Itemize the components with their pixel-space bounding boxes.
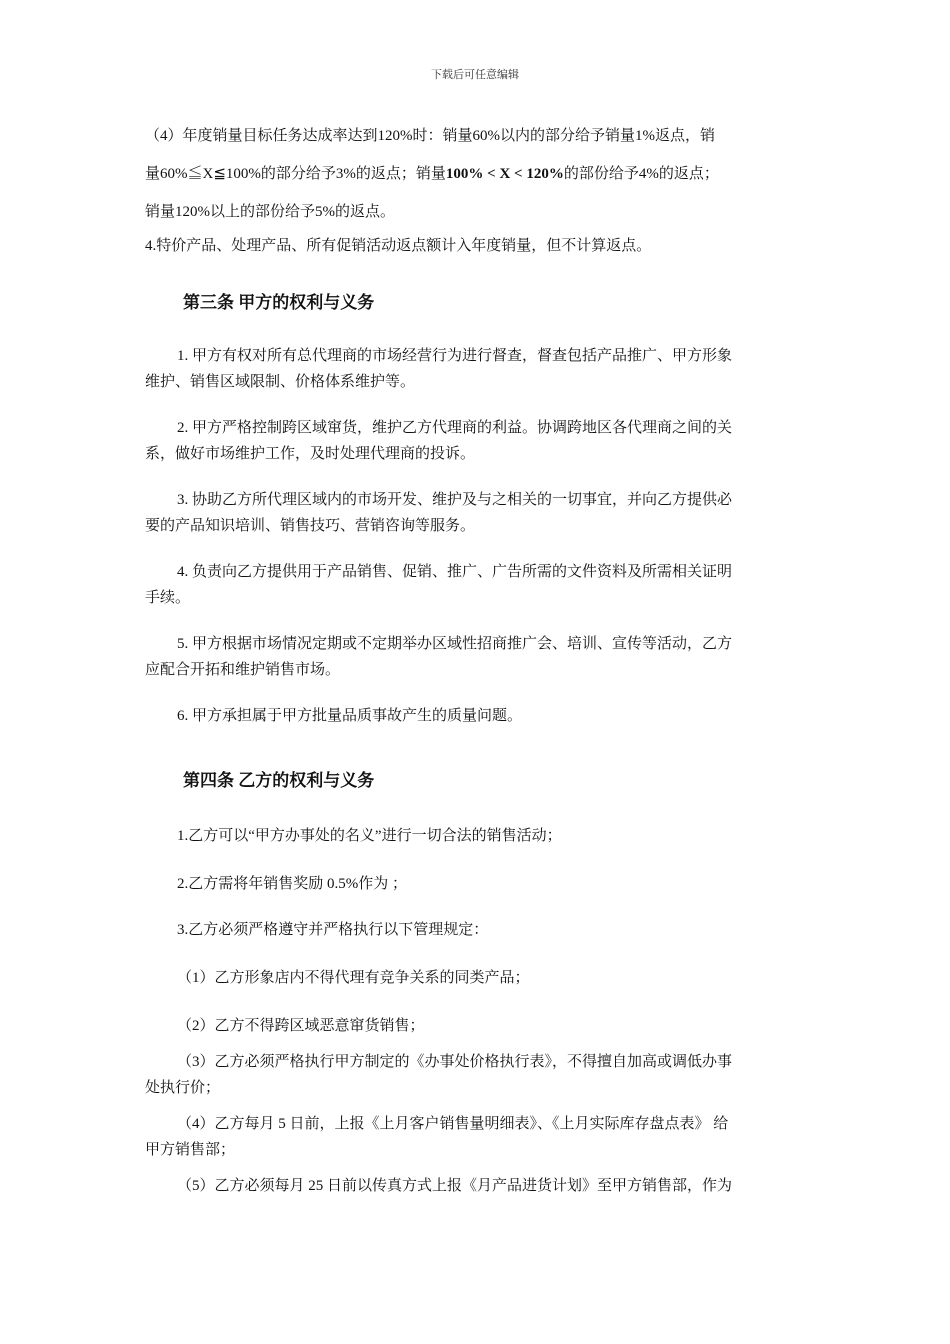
art4-subitem-3-line-1: （3）乙方必须严格执行甲方制定的《办事处价格执行表》，不得擅自加高或调低办事 xyxy=(177,1054,733,1070)
rebate-line-1: （4）年度销量目标任务达成率达到120%时：销量60%以内的部分给予销量1%返点，销 xyxy=(145,128,715,144)
art3-item-4-line-2: 手续。 xyxy=(145,590,191,606)
art4-subitem-4-line-2: 甲方销售部； xyxy=(145,1142,236,1158)
art3-item-2-line-2: 系，做好市场维护工作，及时处理代理商的投诉。 xyxy=(145,446,476,462)
art3-item-1-line-1: 1. 甲方有权对所有总代理商的市场经营行为进行督查，督查包括产品推广、甲方形象 xyxy=(177,348,733,364)
art4-subitem-4-line-1: （4）乙方每月 5 日前，上报《上月客户销售量明细表》、《上月实际库存盘点表》 给 xyxy=(177,1116,729,1132)
art4-subitem-5-line-1: （5）乙方必须每月 25 日前以传真方式上报《月产品进货计划》至甲方销售部，作为 xyxy=(177,1178,733,1194)
art3-item-5-line-2: 应配合开拓和维护销售市场。 xyxy=(145,662,341,678)
article-4-title: 第四条 乙方的权利与义务 xyxy=(183,771,375,790)
art4-item-3: 3.乙方必须严格遵守并严格执行以下管理规定： xyxy=(177,922,489,938)
rebate-line-2-a: 量60%≦X≦100%的部分给予3%的返点；销量 xyxy=(145,166,446,182)
art3-item-3-line-2: 要的产品知识培训、销售技巧、营销咨询等服务。 xyxy=(145,518,476,534)
art4-subitem-2: （2）乙方不得跨区域恶意窜货销售； xyxy=(177,1018,425,1034)
art3-item-5-line-1: 5. 甲方根据市场情况定期或不定期举办区域性招商推广会、培训、宣传等活动，乙方 xyxy=(177,636,733,652)
art3-item-3-line-1: 3. 协助乙方所代理区域内的市场开发、维护及与之相关的一切事宜，并向乙方提供必 xyxy=(177,492,733,508)
art3-item-1-line-2: 维护、销售区域限制、价格体系维护等。 xyxy=(145,374,416,390)
art4-subitem-1: （1）乙方形象店内不得代理有竞争关系的同类产品； xyxy=(177,970,530,986)
rebate-line-4: 4.特价产品、处理产品、所有促销活动返点额计入年度销量，但不计算返点。 xyxy=(145,238,652,254)
article-3-title: 第三条 甲方的权利与义务 xyxy=(183,293,375,312)
art3-item-2-line-1: 2. 甲方严格控制跨区域窜货，维护乙方代理商的利益。协调跨地区各代理商之间的关 xyxy=(177,420,733,436)
rebate-line-2-bold: 100% < X < 120% xyxy=(445,166,564,182)
rebate-line-2 xyxy=(145,164,719,184)
art3-item-4-line-1: 4. 负责向乙方提供用于产品销售、促销、推广、广告所需的文件资料及所需相关证明 xyxy=(177,564,733,580)
rebate-line-2-c: 的部份给予4%的返点； xyxy=(563,166,719,182)
art3-item-6: 6. 甲方承担属于甲方批量品质事故产生的质量问题。 xyxy=(177,708,523,724)
art4-subitem-3-line-2: 处执行价； xyxy=(145,1080,221,1096)
art4-item-1: 1.乙方可以“甲方办事处的名义”进行一切合法的销售活动； xyxy=(177,828,562,844)
art4-item-2: 2.乙方需将年销售奖励 0.5%作为 ； xyxy=(177,876,407,892)
rebate-line-3: 销量120%以上的部份给予5%的返点。 xyxy=(145,204,395,220)
page-header: 下载后可任意编辑 xyxy=(431,69,519,81)
